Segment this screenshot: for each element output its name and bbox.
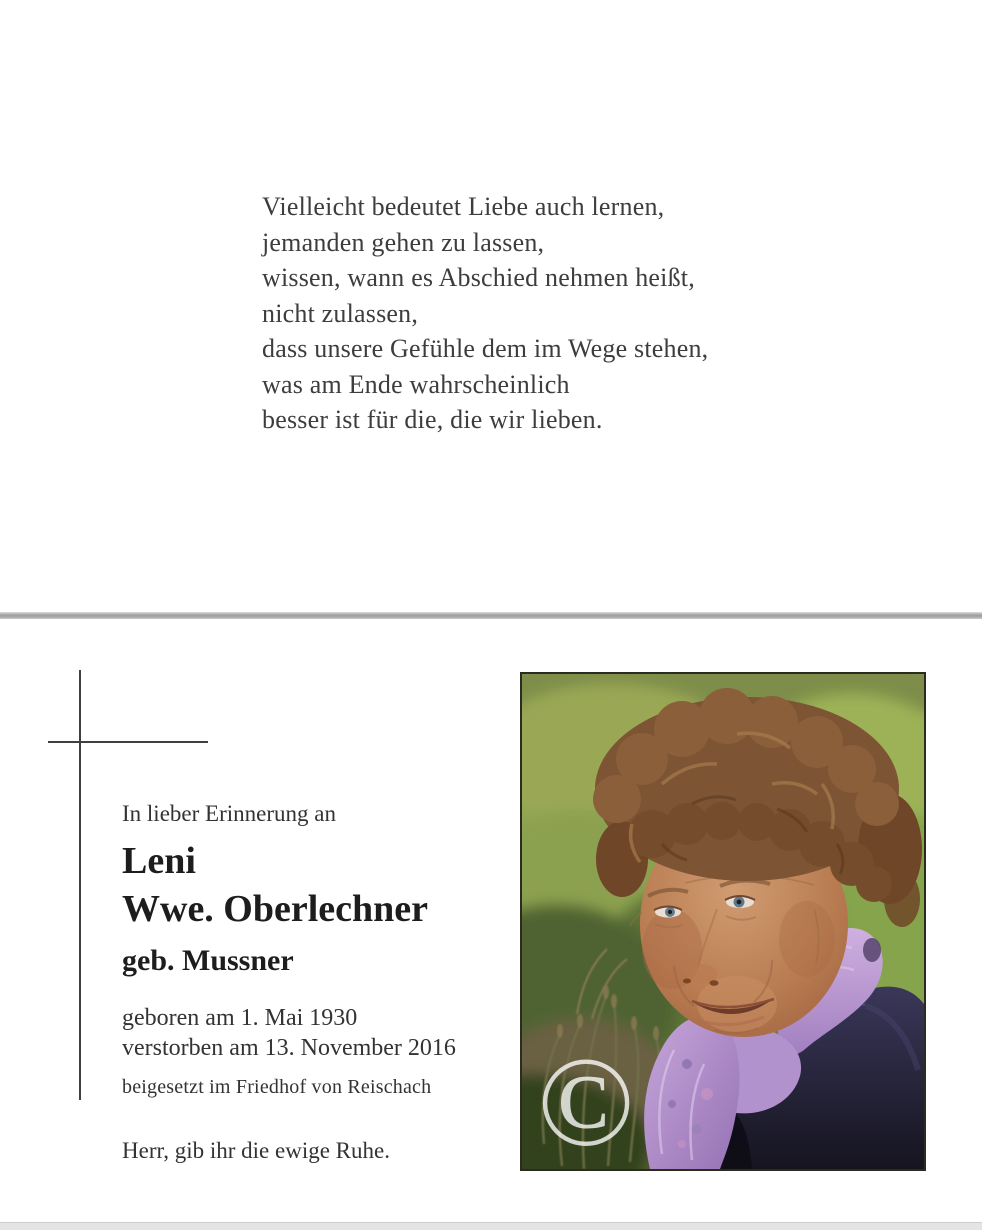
poem-section bbox=[262, 189, 708, 438]
cross-vertical-line bbox=[79, 670, 81, 1100]
birth-date-line: geboren am 1. Mai 1930 bbox=[122, 1005, 358, 1031]
poem-line: nicht zulassen, bbox=[262, 298, 419, 328]
copyright-watermark-icon: © bbox=[537, 1031, 635, 1169]
portrait-photo bbox=[520, 672, 926, 1171]
prayer-line: Herr, gib ihr die ewige Ruhe. bbox=[122, 1138, 390, 1163]
maiden-name: geb. Mussner bbox=[122, 944, 294, 977]
deceased-first-name: Leni bbox=[122, 840, 196, 882]
death-date-line: verstorben am 13. November 2016 bbox=[122, 1035, 456, 1061]
cross-horizontal-line bbox=[48, 741, 208, 743]
poem-line: Vielleicht bedeutet Liebe auch lernen, bbox=[262, 192, 665, 221]
fold-divider bbox=[0, 612, 982, 619]
burial-line: beigesetzt im Friedhof von Reischach bbox=[122, 1076, 432, 1098]
poem-line: besser ist für die, die wir lieben. bbox=[262, 405, 603, 434]
scan-edge-bar bbox=[0, 1222, 982, 1230]
poem-line: wissen, wann es Abschied nehmen heißt, bbox=[262, 263, 695, 292]
intro-line: In lieber Erinnerung an bbox=[122, 801, 336, 826]
poem-line: dass unsere Gefühle dem im Wege stehen, bbox=[262, 334, 709, 363]
deceased-last-name: Wwe. Oberlechner bbox=[122, 888, 429, 930]
portrait-illustration bbox=[522, 674, 924, 1169]
poem-line: jemanden gehen zu lassen, bbox=[262, 227, 545, 257]
poem-line: was am Ende wahrscheinlich bbox=[262, 369, 570, 399]
